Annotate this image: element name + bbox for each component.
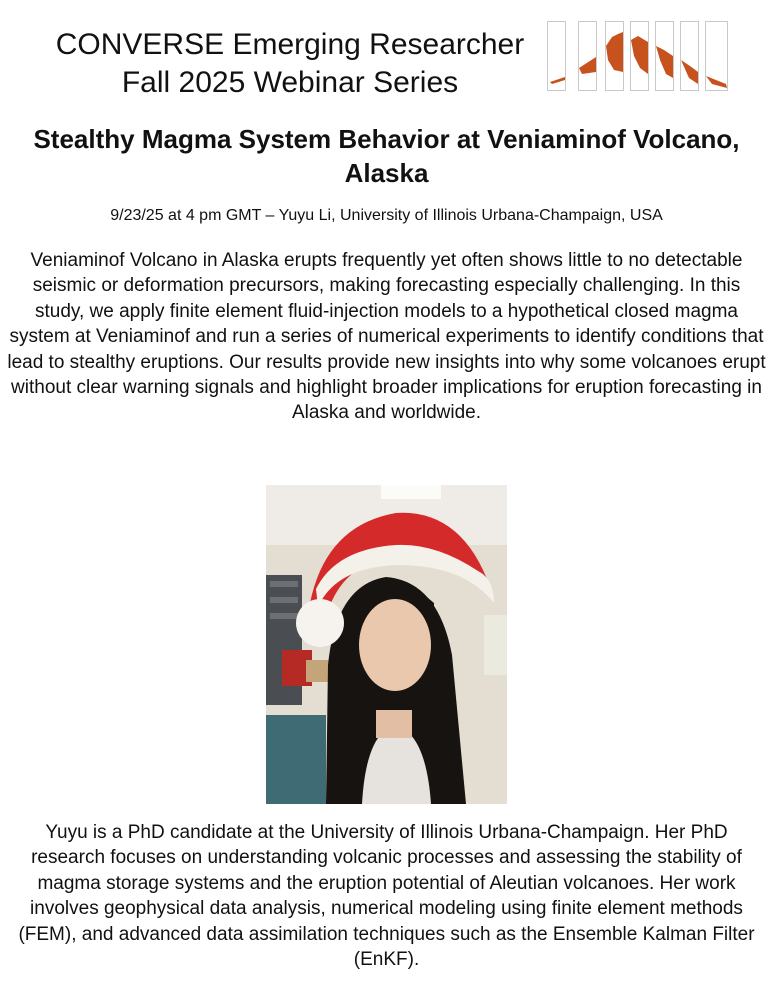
talk-date-speaker: 9/23/25 at 4 pm GMT – Yuyu Li, University of Illinois Urbana-Champaign, USA [110,207,663,224]
series-title-line-2: Fall 2025 Webinar Series [121,66,459,99]
speaker-bio: Yuyu is a PhD candidate at the University of Illinois Urbana-Champaign. Her PhD research focuses on understanding volcanic processes and assessing the stability of magma storage systems and the eruption potential of Aleutian volcanoes. Her work involves geophysical data analysis, numerical modeling using finite element methods (FEM), and advanced data assimilation techniques such as the Ensemble Kalman Filter (EnKF). [18,822,755,971]
talk-title: Stealthy Magma System Behavior at Veniaminof Volcano, Alaska [33,124,740,188]
converse-logo [546,20,732,92]
series-title-line-1: CONVERSE Emerging Researcher [55,28,525,61]
webinar-series-title [30,26,550,102]
talk-abstract: Veniaminof Volcano in Alaska erupts frequently yet often shows little to no detectable seismic or deformation precursors, making forecasting especially challenging. In this study, we apply finite element fluid-injection models to a hypothetical closed magma system at Veniaminof and run a series of numerical experiments to identify conditions that lead to stealthy eruptions. Our results provide new insights into why some volcanoes erupt without clear warning signals and highlight broader implications for eruption forecasting in Alaska and worldwide. [7,250,766,424]
speaker-photo [266,485,507,804]
